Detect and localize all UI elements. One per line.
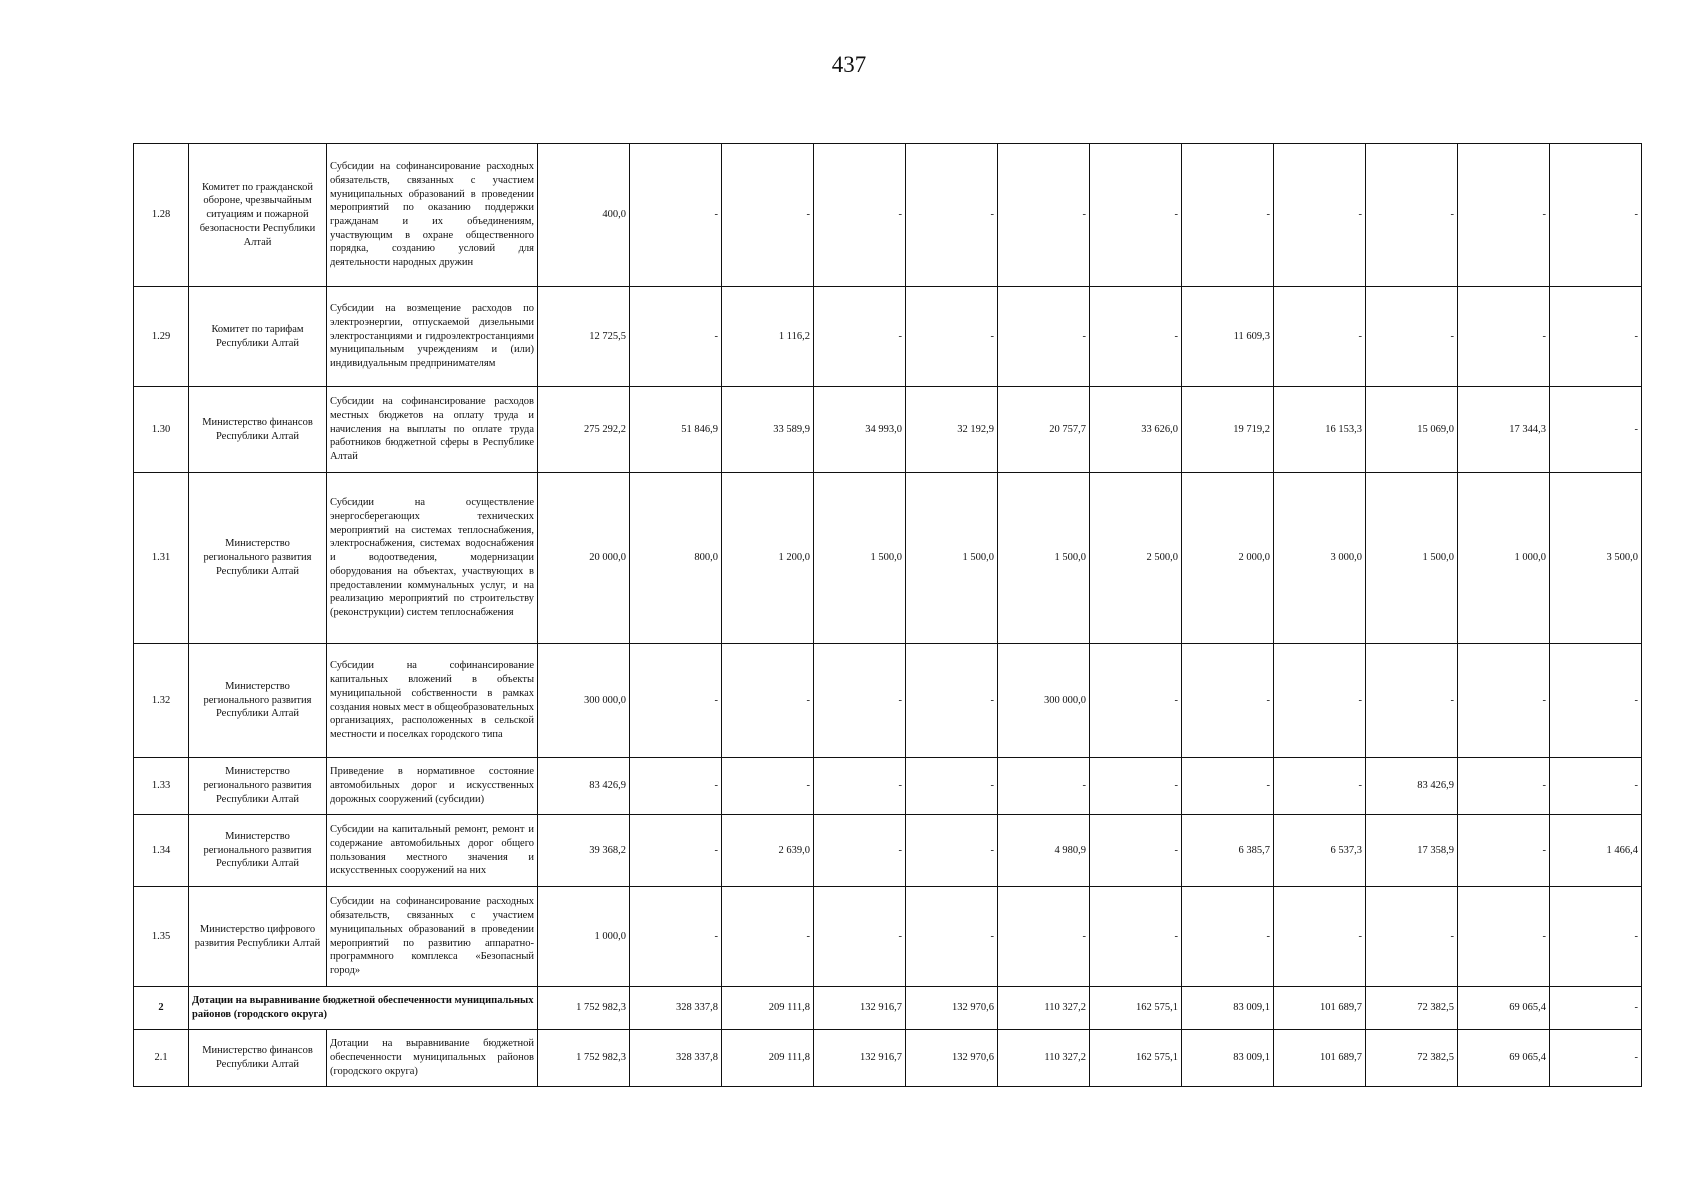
value-cell: 6 385,7 (1182, 815, 1274, 887)
value-cell: - (722, 644, 814, 758)
value-cell: 132 916,7 (814, 1030, 906, 1087)
value-cell: 1 500,0 (1366, 473, 1458, 644)
value-cell: 83 426,9 (1366, 758, 1458, 815)
value-cell: 2 000,0 (1182, 473, 1274, 644)
row-number: 1.32 (134, 644, 189, 758)
table-row (134, 815, 1642, 887)
value-cell: - (814, 815, 906, 887)
row-number: 1.31 (134, 473, 189, 644)
value-cell: - (1366, 287, 1458, 387)
description-cell: Субсидии на осуществление энергосберегающих технических мероприятий на системах теплоснабжения, электроснабжения, системах водоснабжения и водоотведения, модернизации оборудования на объектах, участвующих в предоставлении коммунальных услуг, и на реализацию мероприятий по строительству (реконструкции) систем теплоснабжения (327, 473, 538, 644)
description-cell: Субсидии на возмещение расходов по электроэнергии, отпускаемой дизельными электростанциями и гидроэлектростанциями муниципальным учреждениям и (или) индивидуальным предпринимателям (327, 287, 538, 387)
section-number: 2 (134, 987, 189, 1030)
value-cell: - (1550, 644, 1642, 758)
value-cell: 3 500,0 (1550, 473, 1642, 644)
table-row (134, 287, 1642, 387)
value-cell: - (630, 887, 722, 987)
value-cell: - (906, 287, 998, 387)
value-cell: 19 719,2 (1182, 387, 1274, 473)
value-cell: - (906, 887, 998, 987)
value-cell: - (1090, 887, 1182, 987)
description-cell: Субсидии на софинансирование капитальных вложений в объекты муниципальной собственности в рамках создания новых мест в общеобразовательных организациях, расположенных в сельской местности и поселках городского типа (327, 644, 538, 758)
value-cell: - (1090, 144, 1182, 287)
value-cell: - (1274, 758, 1366, 815)
value-cell: 17 344,3 (1458, 387, 1550, 473)
value-cell: 51 846,9 (630, 387, 722, 473)
row-number: 1.30 (134, 387, 189, 473)
value-cell: - (906, 815, 998, 887)
value-cell: 400,0 (538, 144, 630, 287)
value-cell: - (1458, 815, 1550, 887)
description-cell: Дотации на выравнивание бюджетной обеспеченности муниципальных районов (городского округа) (327, 1030, 538, 1087)
value-cell: 20 000,0 (538, 473, 630, 644)
value-cell: 110 327,2 (998, 987, 1090, 1030)
value-cell: 300 000,0 (998, 644, 1090, 758)
value-cell: - (1274, 887, 1366, 987)
value-cell: 1 500,0 (814, 473, 906, 644)
value-cell: - (1550, 144, 1642, 287)
value-cell: 101 689,7 (1274, 987, 1366, 1030)
value-cell: - (1090, 815, 1182, 887)
value-cell: 110 327,2 (998, 1030, 1090, 1087)
value-cell: - (722, 887, 814, 987)
value-cell: 132 970,6 (906, 1030, 998, 1087)
value-cell: - (1366, 144, 1458, 287)
organization-cell: Министерство регионального развития Республики Алтай (189, 644, 327, 758)
value-cell: 1 116,2 (722, 287, 814, 387)
value-cell: - (1550, 1030, 1642, 1087)
table-row (134, 887, 1642, 987)
row-number: 1.34 (134, 815, 189, 887)
value-cell: 17 358,9 (1366, 815, 1458, 887)
value-cell: 33 626,0 (1090, 387, 1182, 473)
row-number: 1.33 (134, 758, 189, 815)
value-cell: - (814, 758, 906, 815)
value-cell: 72 382,5 (1366, 987, 1458, 1030)
row-number: 1.29 (134, 287, 189, 387)
value-cell: 162 575,1 (1090, 987, 1182, 1030)
value-cell: - (630, 144, 722, 287)
table-row (134, 473, 1642, 644)
value-cell: 328 337,8 (630, 987, 722, 1030)
description-cell: Субсидии на софинансирование расходов местных бюджетов на оплату труда и начисления на выплаты по оплате труда работников бюджетной сферы в Республике Алтай (327, 387, 538, 473)
value-cell: - (998, 758, 1090, 815)
value-cell: 33 589,9 (722, 387, 814, 473)
page-number: 437 (831, 52, 867, 77)
table-row (134, 144, 1642, 287)
value-cell: - (814, 644, 906, 758)
row-number: 1.35 (134, 887, 189, 987)
value-cell: 275 292,2 (538, 387, 630, 473)
value-cell: - (906, 144, 998, 287)
value-cell: - (630, 815, 722, 887)
organization-cell: Министерство финансов Республики Алтай (189, 387, 327, 473)
value-cell: - (1458, 758, 1550, 815)
value-cell: 11 609,3 (1182, 287, 1274, 387)
value-cell: 300 000,0 (538, 644, 630, 758)
organization-cell: Комитет по гражданской обороне, чрезвычайным ситуациям и пожарной безопасности Республики Алтай (189, 144, 327, 287)
value-cell: - (998, 887, 1090, 987)
value-cell: 132 916,7 (814, 987, 906, 1030)
value-cell: 12 725,5 (538, 287, 630, 387)
value-cell: 1 500,0 (998, 473, 1090, 644)
value-cell: - (1550, 287, 1642, 387)
section-title: Дотации на выравнивание бюджетной обеспеченности муниципальных районов (городского округа) (189, 987, 538, 1030)
value-cell: - (1550, 887, 1642, 987)
value-cell: - (814, 287, 906, 387)
table-row (134, 644, 1642, 758)
value-cell: 1 200,0 (722, 473, 814, 644)
value-cell: 83 426,9 (538, 758, 630, 815)
value-cell: 83 009,1 (1182, 987, 1274, 1030)
value-cell: - (998, 144, 1090, 287)
description-cell: Субсидии на капитальный ремонт, ремонт и содержание автомобильных дорог общего пользования местного значения и искусственных сооружений на них (327, 815, 538, 887)
value-cell: 2 500,0 (1090, 473, 1182, 644)
value-cell: 1 752 982,3 (538, 987, 630, 1030)
value-cell: 4 980,9 (998, 815, 1090, 887)
value-cell: - (1274, 144, 1366, 287)
value-cell: - (906, 644, 998, 758)
value-cell: - (1182, 144, 1274, 287)
value-cell: - (1458, 144, 1550, 287)
description-cell: Приведение в нормативное состояние автомобильных дорог и искусственных дорожных сооружений (субсидии) (327, 758, 538, 815)
value-cell: - (1274, 287, 1366, 387)
section-row (134, 987, 1642, 1030)
value-cell: - (630, 758, 722, 815)
value-cell: 132 970,6 (906, 987, 998, 1030)
organization-cell: Министерство регионального развития Республики Алтай (189, 758, 327, 815)
value-cell: 3 000,0 (1274, 473, 1366, 644)
value-cell: - (1090, 287, 1182, 387)
value-cell: - (814, 144, 906, 287)
value-cell: - (1090, 644, 1182, 758)
value-cell: - (1274, 644, 1366, 758)
value-cell: 162 575,1 (1090, 1030, 1182, 1087)
value-cell: 69 065,4 (1458, 987, 1550, 1030)
table-row (134, 387, 1642, 473)
value-cell: - (1458, 287, 1550, 387)
value-cell: - (630, 644, 722, 758)
row-number: 2.1 (134, 1030, 189, 1087)
value-cell: - (1182, 887, 1274, 987)
table-row (134, 758, 1642, 815)
value-cell: - (1550, 758, 1642, 815)
value-cell: - (1366, 887, 1458, 987)
value-cell: 34 993,0 (814, 387, 906, 473)
value-cell: 1 500,0 (906, 473, 998, 644)
value-cell: 1 466,4 (1550, 815, 1642, 887)
value-cell: 1 000,0 (1458, 473, 1550, 644)
value-cell: - (1090, 758, 1182, 815)
value-cell: - (1458, 644, 1550, 758)
value-cell: - (722, 758, 814, 815)
value-cell: - (1366, 644, 1458, 758)
value-cell: 69 065,4 (1458, 1030, 1550, 1087)
row-number: 1.28 (134, 144, 189, 287)
value-cell: - (1182, 758, 1274, 815)
value-cell: - (1550, 987, 1642, 1030)
value-cell: 2 639,0 (722, 815, 814, 887)
value-cell: 209 111,8 (722, 1030, 814, 1087)
value-cell: - (1458, 887, 1550, 987)
organization-cell: Министерство регионального развития Республики Алтай (189, 473, 327, 644)
value-cell: 16 153,3 (1274, 387, 1366, 473)
value-cell: 800,0 (630, 473, 722, 644)
organization-cell: Министерство регионального развития Республики Алтай (189, 815, 327, 887)
value-cell: 1 752 982,3 (538, 1030, 630, 1087)
value-cell: 72 382,5 (1366, 1030, 1458, 1087)
budget-table (133, 143, 1642, 1087)
value-cell: 20 757,7 (998, 387, 1090, 473)
value-cell: - (814, 887, 906, 987)
value-cell: - (1182, 644, 1274, 758)
value-cell: - (1550, 387, 1642, 473)
value-cell: 83 009,1 (1182, 1030, 1274, 1087)
value-cell: - (722, 144, 814, 287)
value-cell: 209 111,8 (722, 987, 814, 1030)
value-cell: 328 337,8 (630, 1030, 722, 1087)
value-cell: - (906, 758, 998, 815)
description-cell: Субсидии на софинансирование расходных обязательств, связанных с участием муниципальных образований в проведении мероприятий по оказанию поддержки гражданам и их объединениям, участвующим в охране общественного порядка, созданию условий для деятельности народных дружин (327, 144, 538, 287)
value-cell: 32 192,9 (906, 387, 998, 473)
organization-cell: Министерство цифрового развития Республики Алтай (189, 887, 327, 987)
value-cell: 1 000,0 (538, 887, 630, 987)
table-row (134, 1030, 1642, 1087)
organization-cell: Комитет по тарифам Республики Алтай (189, 287, 327, 387)
value-cell: 39 368,2 (538, 815, 630, 887)
organization-cell: Министерство финансов Республики Алтай (189, 1030, 327, 1087)
value-cell: 6 537,3 (1274, 815, 1366, 887)
value-cell: - (630, 287, 722, 387)
value-cell: 101 689,7 (1274, 1030, 1366, 1087)
description-cell: Субсидии на софинансирование расходных обязательств, связанных с участием муниципальных образований в проведении мероприятий по развитию аппаратно-программного комплекса «Безопасный город» (327, 887, 538, 987)
value-cell: 15 069,0 (1366, 387, 1458, 473)
value-cell: - (998, 287, 1090, 387)
